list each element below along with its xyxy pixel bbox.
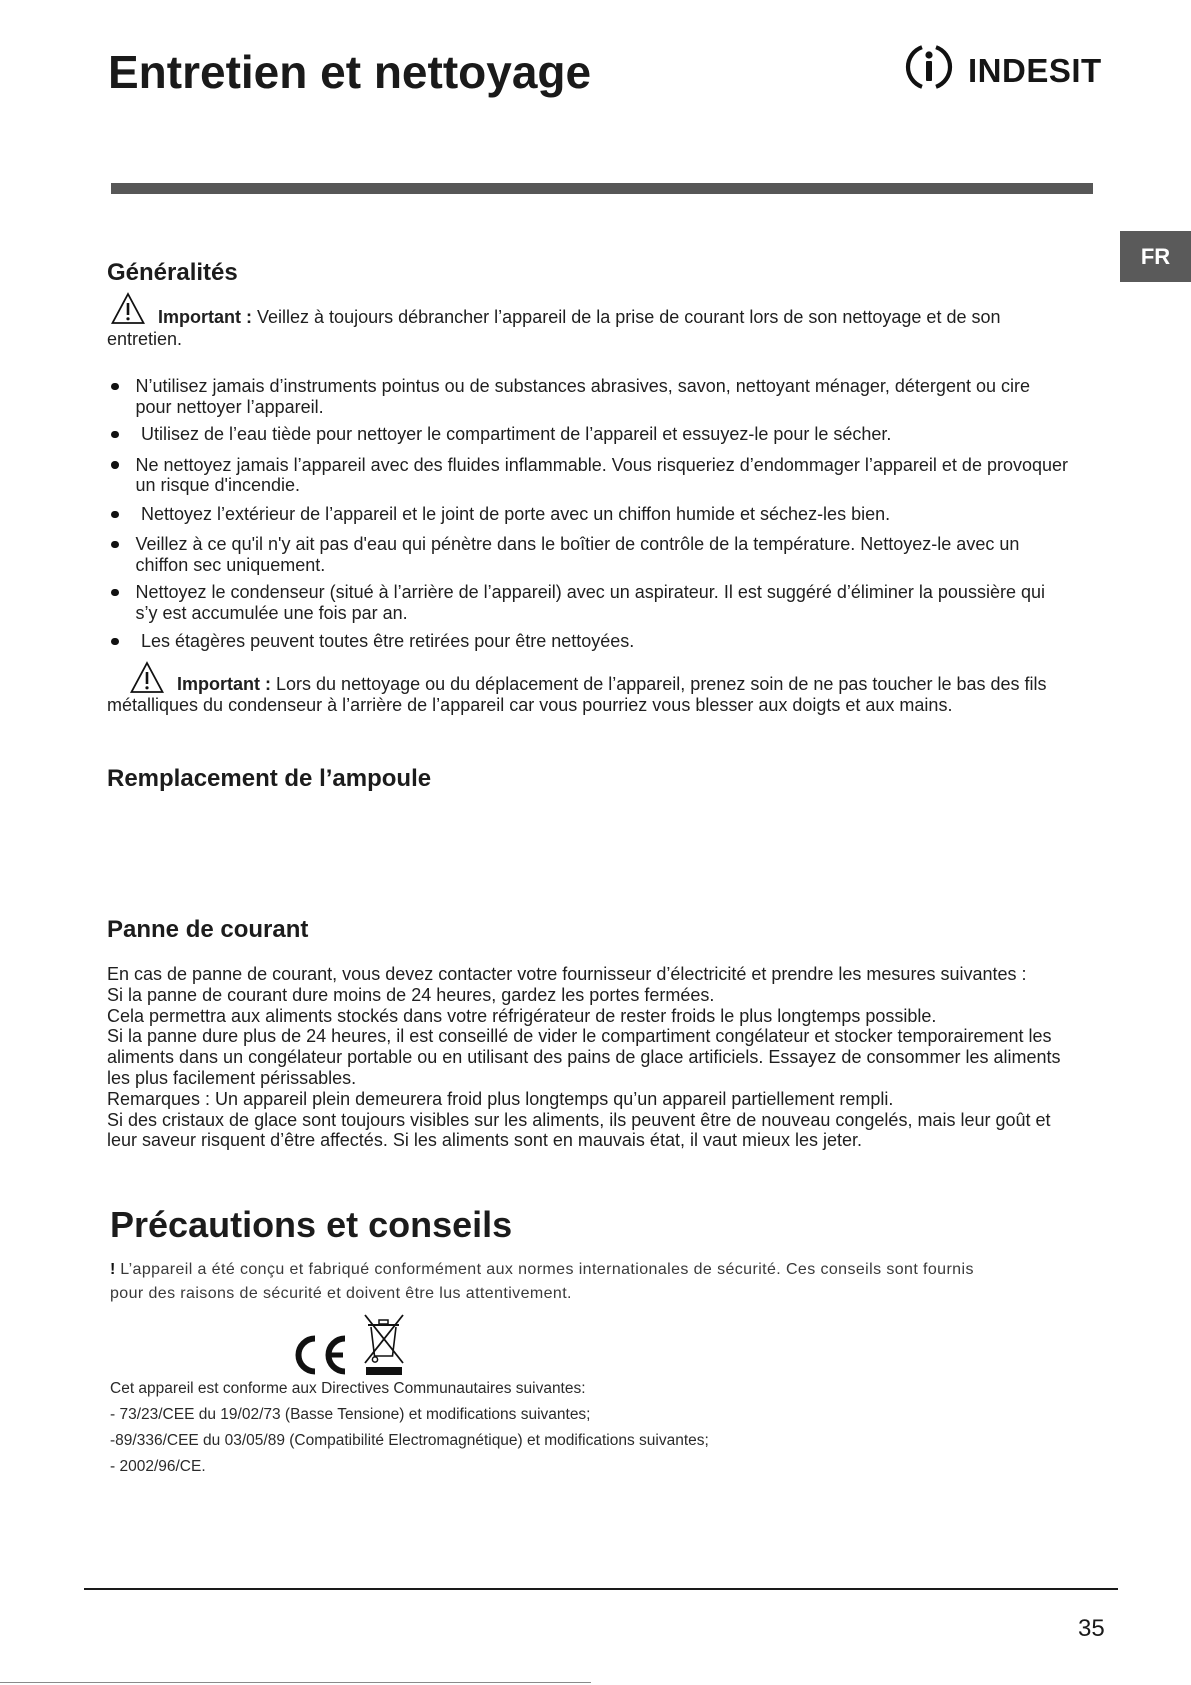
header-divider [111, 183, 1093, 194]
bullet-item [111, 376, 1111, 420]
note-text: L’appareil a été conçu et fabriqué conformément aux normes internationales de sécurité. Ces conseils sont fournis [120, 1261, 974, 1278]
precautions-note [110, 1258, 974, 1305]
warning-text: Veillez à toujours débrancher l’appareil de la prise de courant lors de son nettoyage et de son [257, 307, 1001, 327]
directive-item: - 2002/96/CE. [110, 1458, 206, 1475]
paragraph-line: les plus facilement périssables. [107, 1067, 357, 1088]
paragraph-line: En cas de panne de courant, vous devez contacter votre fournisseur d’électricité et prendre les mesures suivantes : [107, 964, 1027, 984]
bullet-line: Les étagères peuvent toutes être retirées pour être nettoyées. [141, 631, 635, 651]
bullet-item [111, 534, 1111, 578]
bullet-text [136, 455, 1069, 497]
page-section-title-precautions: Précautions et conseils [110, 1204, 513, 1245]
bullet-text [136, 376, 1031, 418]
paragraph-line: Si la panne dure plus de 24 heures, il est conseillé de vider le compartiment congélateur et stocker temporairement les [107, 1026, 1052, 1047]
section-heading-ampoule: Remplacement de l’ampoule [107, 765, 432, 792]
bullet-dot [111, 461, 119, 469]
bullet-line: Nettoyez le condenseur (situé à l’arrière de l’appareil) avec un aspirateur. Il est suggéré d’éliminer la poussière qui [135, 582, 1045, 602]
brand-name: INDESIT [968, 52, 1102, 89]
paragraph-line: leur saveur risquent d’être affectés. Si les aliments sont en mauvais état, il vaut mieux les jeter. [107, 1130, 863, 1151]
bullet-text [136, 534, 1020, 576]
crossed-out-wheelie-bin-icon [361, 1311, 407, 1377]
directive-item: -89/336/CEE du 03/05/89 (Compatibilité Electromagnétique) et modifications suivantes; [110, 1432, 709, 1449]
warning-line: métalliques du condenseur à l’arrière de l’appareil car vous pourriez vous blesser aux doigts et aux mains. [107, 695, 953, 715]
scan-edge-line [0, 1682, 591, 1683]
bullet-line: pour nettoyer l’appareil. [135, 396, 324, 417]
bullet-line: Nettoyez l’extérieur de l’appareil et le joint de porte avec un chiffon humide et séchez-les bien. [141, 504, 891, 524]
paragraph-line: Si la panne de courant dure moins de 24 heures, gardez les portes fermées. [107, 984, 715, 1005]
bullet-line: N’utilisez jamais d’instruments pointus ou de substances abrasives, savon, nettoyant ménager, détergent ou cire [135, 376, 1030, 396]
page-title: Entretien et nettoyage [108, 46, 592, 98]
warning-label: Important : [158, 307, 252, 327]
note-line [110, 1258, 974, 1282]
bullet-line: Utilisez de l’eau tiède pour nettoyer le compartiment de l’appareil et essuyez-le pour le sécher. [141, 424, 892, 444]
bullet-item [111, 631, 1111, 675]
note-mark: ! [110, 1261, 116, 1278]
bullet-dot [111, 541, 119, 549]
bullet-line: s’y est accumulée une fois par an. [135, 602, 408, 623]
directives-list [110, 1376, 709, 1480]
bullet-line: chiffon sec uniquement. [135, 554, 326, 575]
bullet-dot [111, 589, 119, 597]
warning-label: Important : [177, 674, 271, 694]
indesit-logo-icon [905, 43, 953, 91]
paragraph-line: Remarques : Un appareil plein demeurera froid plus longtemps qu’un appareil partiellement rempli. [107, 1088, 894, 1109]
warning-text: Lors du nettoyage ou du déplacement de l’appareil, prenez soin de ne pas toucher le bas des fils [276, 674, 1047, 694]
warning-line [158, 307, 1001, 328]
note-line: pour des raisons de sécurité et doivent être lus attentivement. [110, 1284, 572, 1302]
ce-mark-icon [290, 1333, 350, 1377]
bullet-dot [111, 431, 119, 439]
warning-line: entretien. [107, 329, 183, 349]
bullet-item [111, 582, 1111, 626]
bullet-dot [111, 638, 119, 646]
warning-line [177, 674, 1047, 695]
compliance-intro: Cet appareil est conforme aux Directives Communautaires suivantes: [110, 1380, 586, 1397]
bullet-text [141, 424, 891, 445]
paragraph-line: Si des cristaux de glace sont toujours visibles sur les aliments, ils peuvent être de nouveau congelés, mais leur goût et [107, 1109, 1051, 1130]
directive-item: - 73/23/CEE du 19/02/73 (Basse Tensione) et modifications suivantes; [110, 1406, 591, 1423]
warning-triangle-icon [111, 292, 145, 325]
footer-divider [84, 1588, 1118, 1590]
page-number: 35 [1078, 1615, 1105, 1642]
language-tab [1120, 231, 1191, 282]
bullet-line: Ne nettoyez jamais l’appareil avec des fluides inflammable. Vous risqueriez d’endommager l’appareil et de provoquer [135, 454, 1069, 475]
section-heading-panne: Panne de courant [107, 916, 309, 943]
bullet-text [141, 631, 634, 652]
bullet-item [111, 455, 1111, 499]
bullet-line: un risque d'incendie. [135, 475, 301, 496]
bullet-text [136, 582, 1045, 624]
paragraph-line: aliments dans un congélateur portable ou en utilisant des pains de glace artificiels. Essayez de consommer les aliments [107, 1047, 1061, 1068]
paragraph-line: Cela permettra aux aliments stockés dans votre réfrigérateur de rester froids le plus longtemps possible. [107, 1005, 937, 1026]
warning-triangle-icon [130, 661, 164, 694]
language-tab-label: FR [1140, 243, 1171, 269]
bullet-line: Veillez à ce qu'il n'y ait pas d'eau qui pénètre dans le boîtier de contrôle de la température. Nettoyez-le avec un [135, 534, 1020, 554]
bullet-text [141, 504, 890, 525]
panne-paragraph [107, 964, 1061, 1151]
bullet-dot [111, 511, 119, 519]
section-heading-generalites: Généralités [107, 259, 238, 286]
bullet-dot [111, 383, 119, 391]
